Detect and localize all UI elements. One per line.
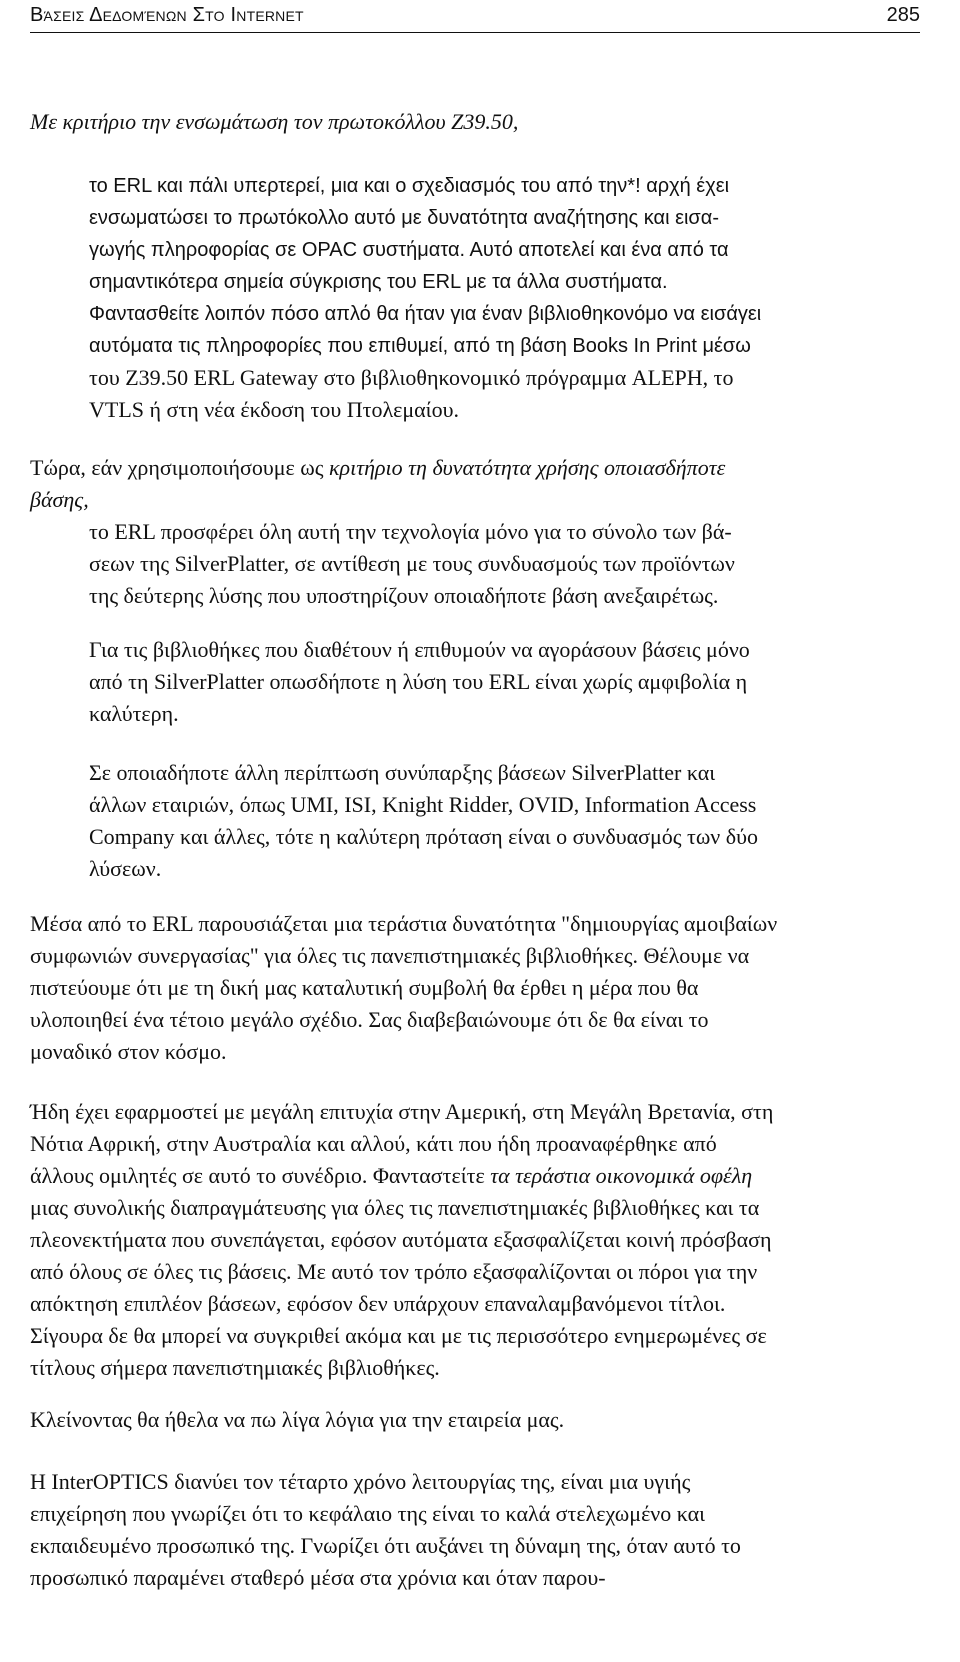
applied-text-italic: τα τεράστια οικονομικά οφέλη (490, 1163, 753, 1188)
paragraph-interoptics: Η InterOPTICS διανύει τον τέταρτο χρόνο λειτουργίας της, είναι μια υγιής επιχείρηση που γνωρίζει ότι το κεφάλαιο της είναι το καλά στελεχωμένο και εκπαιδευμένο προσωπικό της. Γνωρίζει ότι αυξάνει τη δύναμη της, όταν αυτό το προσωπικό παραμένει σταθερό μέσα στα χρόνια και όταν παρου- (30, 1469, 741, 1590)
paragraph-libraries-silverplatter: Για τις βιβλιοθήκες που διαθέτουν ή επιθυμούν να αγοράσουν βάσεις μόνο από τη SilverPlatter οπωσδήποτε η λύση του ERL είναι χωρίς αμφιβολία η καλύτερη. (89, 637, 750, 726)
criterion-heading-protocol: Με κριτήριο την ενσωμάτωση τον πρωτοκόλλου Z39.50, (30, 109, 519, 134)
paragraph-erl-z3950-serif: του Z39.50 ERL Gateway στο βιβλιοθηκονομικό πρόγραμμα ALEPH, το VTLS ή στη νέα έκδοση του Πτολεμαίου. (89, 365, 734, 422)
criterion-intro-text: Τώρα, εάν χρησιμοποιήσουμε ως (30, 455, 329, 480)
paragraph-mutual-agreements: Μέσα από το ERL παρουσιάζεται μια τεράστια δυνατότητα "δημιουργίας αμοιβαίων συμφωνιών συνεργασίας" για όλες τις πανεπιστημιακές βιβλιοθήκες. Θέλουμε να πιστεύουμε ότι με τη δική μας καταλυτική συμβολή θα έρθει η μέρα που θα υλοποιηθεί ένα τέτοιο μεγάλο σχέδιο. Σας διαβεβαιώνουμε ότι δε θα είναι το μοναδικό στον κόσμο. (30, 911, 778, 1064)
criterion-italic-text: κριτήριο τη δυνατότητα χρήσης οποιασδήποτε βάσης, (30, 455, 726, 512)
paragraph-applied-worldwide (30, 1096, 950, 1384)
applied-text-start: Ήδη έχει εφαρμοστεί με μεγάλη επιτυχία στην Αμερική, στη Μεγάλη Βρετανία, στη Νότια Αφρική, στην Αυστραλία και αλλού, κάτι που ήδη προαναφέρθηκε από άλλους ομιλητές σε αυτό το συνέδριο. Φανταστείτε (30, 1099, 774, 1188)
paragraph-criterion-any-database (30, 452, 930, 516)
running-title: Βάσεις Δεδομένων Στο Internet (30, 4, 304, 26)
closing-remark: Κλείνοντας θα ήθελα να πω λίγα λόγια για την εταιρεία μας. (30, 1407, 565, 1432)
paragraph-erl-z3950-sans: το ERL και πάλι υπερτερεί, μια και ο σχεδιασμός του από την*! αρχή έχει ενσωματώσει το πρωτόκολλο αυτό με δυνατότητα αναζήτησης και εισα- γωγής πληροφορίας σε OPAC συστήματα. Αυτό αποτελεί και ένα από τα σημαντικότερα σημεία σύγκρισης του ERL με τα άλλα συστήματα. Φαντασθείτε λοιπόν πόσο απλό θα ήταν για έναν βιβλιοθηκονόμο να εισάγει αυτόματα τις πληροφορίες που επιθυμεί, από τη βάση Books In Print μέσω (89, 175, 762, 357)
paragraph-coexistence-vendors: Σε οποιαδήποτε άλλη περίπτωση συνύπαρξης βάσεων SilverPlatter και άλλων εταιριών, όπως UMI, ISI, Knight Ridder, OVID, Information Access Company και άλλες, τότε η καλύτερη πρόταση είναι ο συνδυασμός των δύο λύσεων. (89, 760, 759, 881)
applied-text-end: μιας συνολικής διαπραγμάτευσης για όλες τις πανεπιστημιακές βιβλιοθήκες και τα πλεονεκτήματα που συνεπάγεται, εφόσον αυτόματα εξασφαλίζεται κοινή πρόσβαση από όλους σε όλες τις βάσεις. Με αυτό τον τρόπο εξασφαλίζονται οι πόροι για την απόκτηση επιπλέον βάσεων, εφόσον δεν υπάρχουν επαναλαμβανόμενοι τίτλοι. Σίγουρα δε θα μπορεί να συγκριθεί ακόμα και με τις περισσότερο ενημερωμένες σε τίτλους σήμερα πανεπιστημιακές βιβλιοθήκες. (30, 1195, 772, 1380)
page-number: 285 (886, 4, 920, 26)
paragraph-erl-silverplatter: το ERL προσφέρει όλη αυτή την τεχνολογία μόνο για το σύνολο των βά- σεων της SilverPlatter, σε αντίθεση με τους συνδυασμούς των προϊόντων της δεύτερης λύσης που υποστηρίζουν οποιαδήποτε βάση ανεξαιρέτως. (89, 519, 735, 608)
page-header (30, 2, 920, 33)
